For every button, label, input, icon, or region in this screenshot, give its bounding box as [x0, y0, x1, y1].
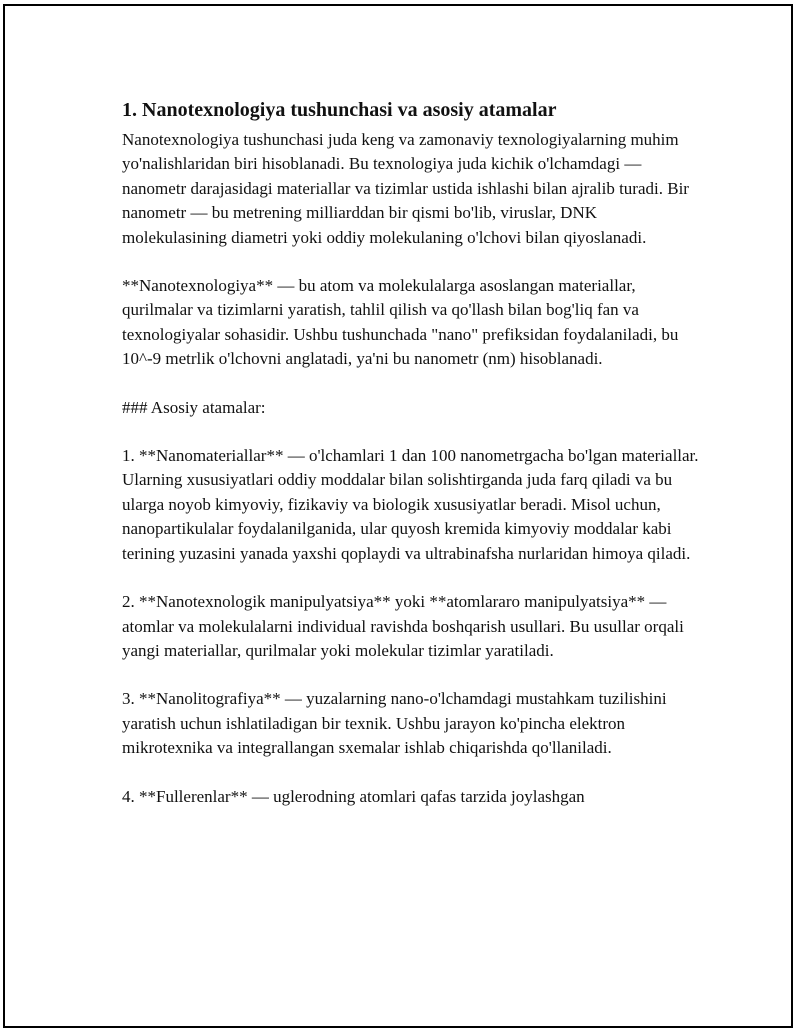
subheading-paragraph: ### Asosiy atamalar: [122, 397, 266, 417]
definition-paragraph: **Nanotexnologiya** — bu atom va molekulalarga asoslangan materiallar, qurilmalar va tizimlarni yaratish, tahlil qilish va qo'llash bilan bog'liq fan va texnologiyalar sohasidir. Ushbu tushunchada "nano" prefiksidan foydalaniladi, bu 10^-9 metrlik o'lchovni anglatadi, ya'ni bu nanometr (nm) hisoblanadi. [122, 276, 679, 369]
list-item-manipulation: 2. **Nanotexnologik manipulyatsiya** yoki **atomlararo manipulyatsiya** — atomlar va molekulalarni individual ravishda boshqarish usullari. Bu usullar orqali yangi materiallar, qurilmalar yoki molekular tizimlar yaratiladi. [122, 592, 684, 660]
intro-paragraph: Nanotexnologiya tushunchasi juda keng va zamonaviy texnologiyalarning muhim yo'nalishlaridan biri hisoblanadi. Bu texnologiya juda kichik o'lchamdagi — nanometr darajasidagi materiallar va tizimlar ustida ishlashi bilan ajralib turadi. Bir nanometr — bu metrening milliarddan bir qismi bo'lib, viruslar, DNK molekulasining diametri yoki oddiy molekulaning o'lchovi bilan qiyoslanadi. [122, 130, 689, 247]
list-item-nanomaterials: 1. **Nanomateriallar** — o'lchamlari 1 dan 100 nanometrgacha bo'lgan materiallar. Ularning xususiyatlari oddiy moddalar bilan solishtirganda juda farq qiladi va bu ularga noyob kimyoviy, fizikaviy va biologik xususiyatlar beradi. Misol uchun, nanopartikulalar foydalanilganida, ular quyosh kremida kimyoviy moddalar kabi terining yuzasini yanada yaxshi qoplaydi va ultrabinafsha nurlaridan himoya qiladi. [122, 446, 699, 563]
section-heading: 1. Nanotexnologiya tushunchasi va asosiy atamalar [122, 99, 557, 121]
list-item-fullerenes: 4. **Fullerenlar** — uglerodning atomlari qafas tarzida joylashgan [122, 786, 585, 806]
page-frame [3, 4, 793, 1028]
list-item-nanolithography: 3. **Nanolitografiya** — yuzalarning nano-o'lchamdagi mustahkam tuzilishini yaratish uchun ishlatiladigan bir texnik. Ushbu jarayon ko'pincha elektron mikrotexnika va integrallangan sxemalar ishlab chiqarishda qo'llaniladi. [122, 689, 667, 758]
document-body [122, 96, 702, 833]
